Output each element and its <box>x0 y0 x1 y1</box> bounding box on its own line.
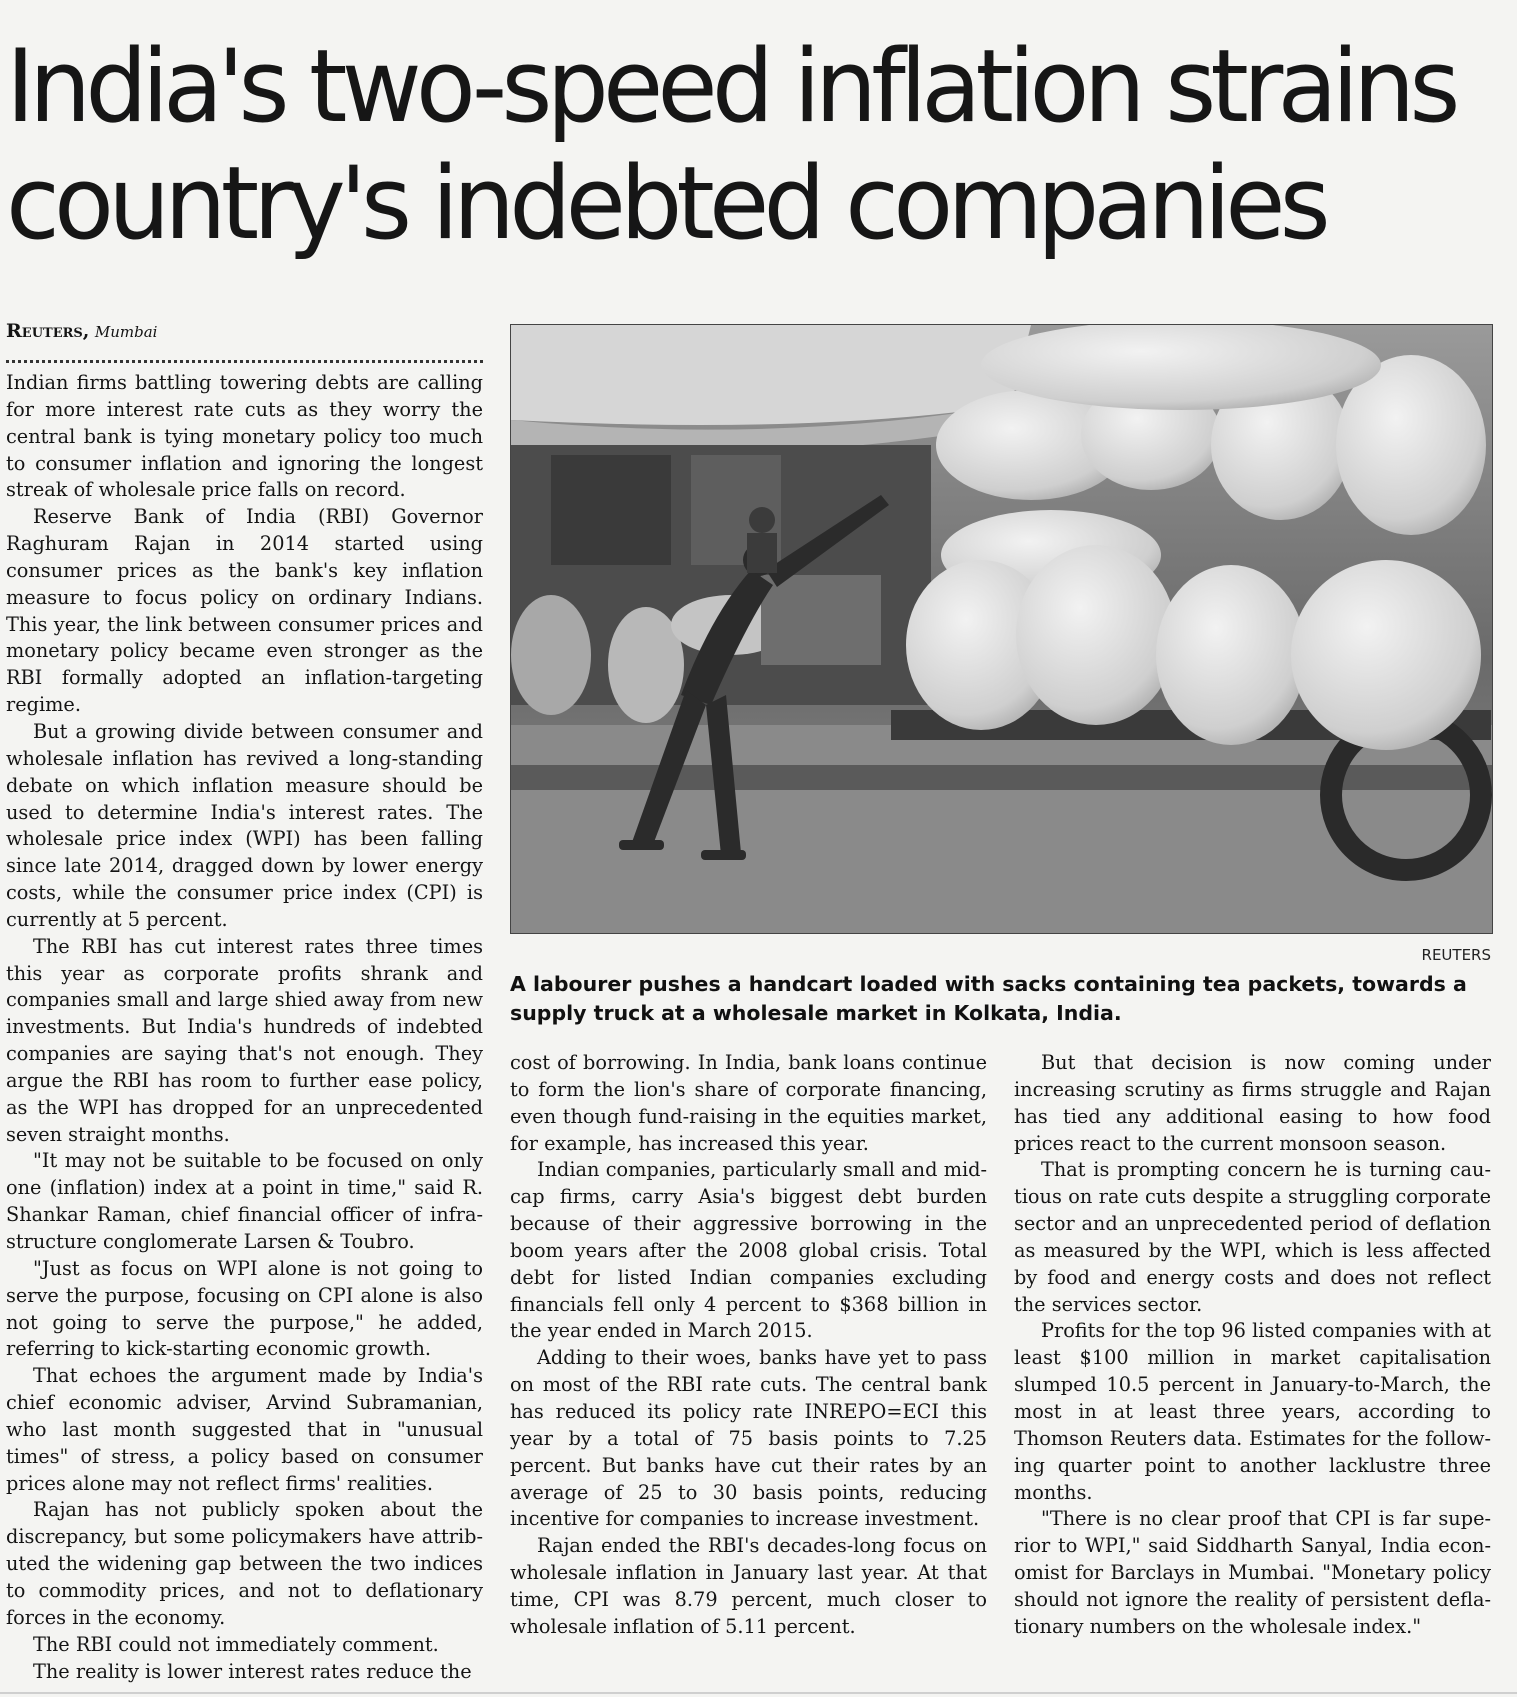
paragraph: cost of borrowing. In India, bank loans continue to form the lion's share of corporate financing, even though fund-raising in the equities market, for example, has increased this year. <box>510 1051 987 1155</box>
body-column-3 <box>1014 1050 1491 1641</box>
paragraph: That is prompting concern he is turning cautious on rate cuts despite a struggling corporate sector and an unprecedented period of deflation as measured by the WPI, which is less affected by food and energy costs and does not reflect the services sector. <box>1014 1158 1491 1316</box>
paragraph: Reserve Bank of India (RBI) Governor Raghuram Rajan in 2014 started using consumer prices as the bank's key inflation measure to focus policy on ordinary Indians. This year, the link between consumer prices and monetary policy became even stronger as the RBI formally adopted an inflation-targeting regime. <box>6 505 483 717</box>
paragraph: Adding to their woes, banks have yet to pass on most of the RBI rate cuts. The central bank has reduced its policy rate INREPO=ECI this year by a total of 75 basis points to 7.25 percent. But banks have cut their rates by an average of 25 to 30 basis points, reducing incentive for companies to increase investment. <box>510 1346 987 1531</box>
news-photo <box>510 324 1493 934</box>
paragraph: Rajan has not publicly spoken about the discrepancy, but some policymakers have attributed the widening gap between the two indices to commodity prices, and not to deflationary forces in the economy. <box>6 1498 483 1629</box>
paragraph: But a growing divide between consumer and wholesale inflation has revived a long-standing debate on which inflation measure should be used to determine India's interest rates. The wholesale price index (WPI) has been falling since late 2014, dragged down by lower energy costs, while the consumer price index (CPI) is currently at 5 percent. <box>6 719 483 931</box>
body-column-1 <box>6 370 483 1685</box>
paragraph: "Just as focus on WPI alone is not going to serve the purpose, focusing on CPI alone is also not going to serve the purpose," he added, referring to kick-starting economic growth. <box>6 1256 483 1361</box>
byline <box>6 320 157 342</box>
body-column-2 <box>510 1050 987 1641</box>
byline-divider <box>6 360 483 363</box>
headline: India's two-speed inflation strains country's indebted companies <box>6 27 1455 262</box>
paragraph: "It may not be suitable to be focused on only one (inflation) index at a point in time," said R. Shankar Raman, chief financial officer of infrastructure conglomerate Larsen & Toubro. <box>6 1149 483 1253</box>
paragraph: But that decision is now coming under increasing scrutiny as firms struggle and Rajan has tied any additional easing to how food prices react to the current monsoon season. <box>1014 1051 1491 1155</box>
photo-illustration <box>511 325 1492 933</box>
paragraph: The RBI could not immediately comment. <box>33 1632 439 1656</box>
byline-city: Mumbai <box>94 323 158 341</box>
photo-credit: REUTERS <box>1421 946 1491 964</box>
byline-agency: Reuters, <box>6 320 90 342</box>
photo-caption: A labourer pushes a handcart loaded with sacks containing tea packets, towards a supply truck at a wholesale market in Kolkata, India. <box>510 972 1467 1025</box>
paragraph: That echoes the argument made by India's chief economic adviser, Arvind Subramanian, who last month suggested that in "unusual times" of stress, a policy based on consumer prices alone may not reflect firms' realities. <box>6 1364 483 1495</box>
paragraph: The RBI has cut interest rates three times this year as corporate profits shrank and companies small and large shied away from new investments. But India's hundreds of indebted companies are saying that's not enough. They argue the RBI has room to further ease policy, as the WPI has dropped for an unprecedented seven straight months. <box>6 934 483 1146</box>
paragraph: Profits for the top 96 listed companies with at least $100 million in market capitalisation slumped 10.5 percent in January-to-March, the most in at least three years, according to Thomson Reuters data. Estimates for the following quarter point to another lacklustre three months. <box>1014 1319 1491 1504</box>
page-bottom-rule <box>0 1692 1517 1694</box>
paragraph: Indian companies, particularly small and mid-cap firms, carry Asia's biggest debt burden because of their aggressive borrowing in the boom years after the 2008 global crisis. Total debt for listed Indian companies excluding financials fell only 4 percent to $368 billion in the year ended in March 2015. <box>510 1158 987 1343</box>
paragraph: The reality is lower interest rates reduce the <box>33 1659 472 1683</box>
paragraph: "There is no clear proof that CPI is far superior to WPI," said Siddharth Sanyal, India economist for Barclays in Mumbai. "Monetary policy should not ignore the reality of persistent deflationary numbers on the wholesale index." <box>1014 1507 1491 1638</box>
paragraph: Indian firms battling towering debts are calling for more interest rate cuts as they worry the central bank is tying monetary policy too much to consumer inflation and ignoring the longest streak of wholesale price falls on record. <box>6 371 483 502</box>
paragraph: Rajan ended the RBI's decades-long focus on wholesale inflation in January last year. At that time, CPI was 8.79 percent, much closer to wholesale inflation of 5.11 percent. <box>510 1534 987 1638</box>
